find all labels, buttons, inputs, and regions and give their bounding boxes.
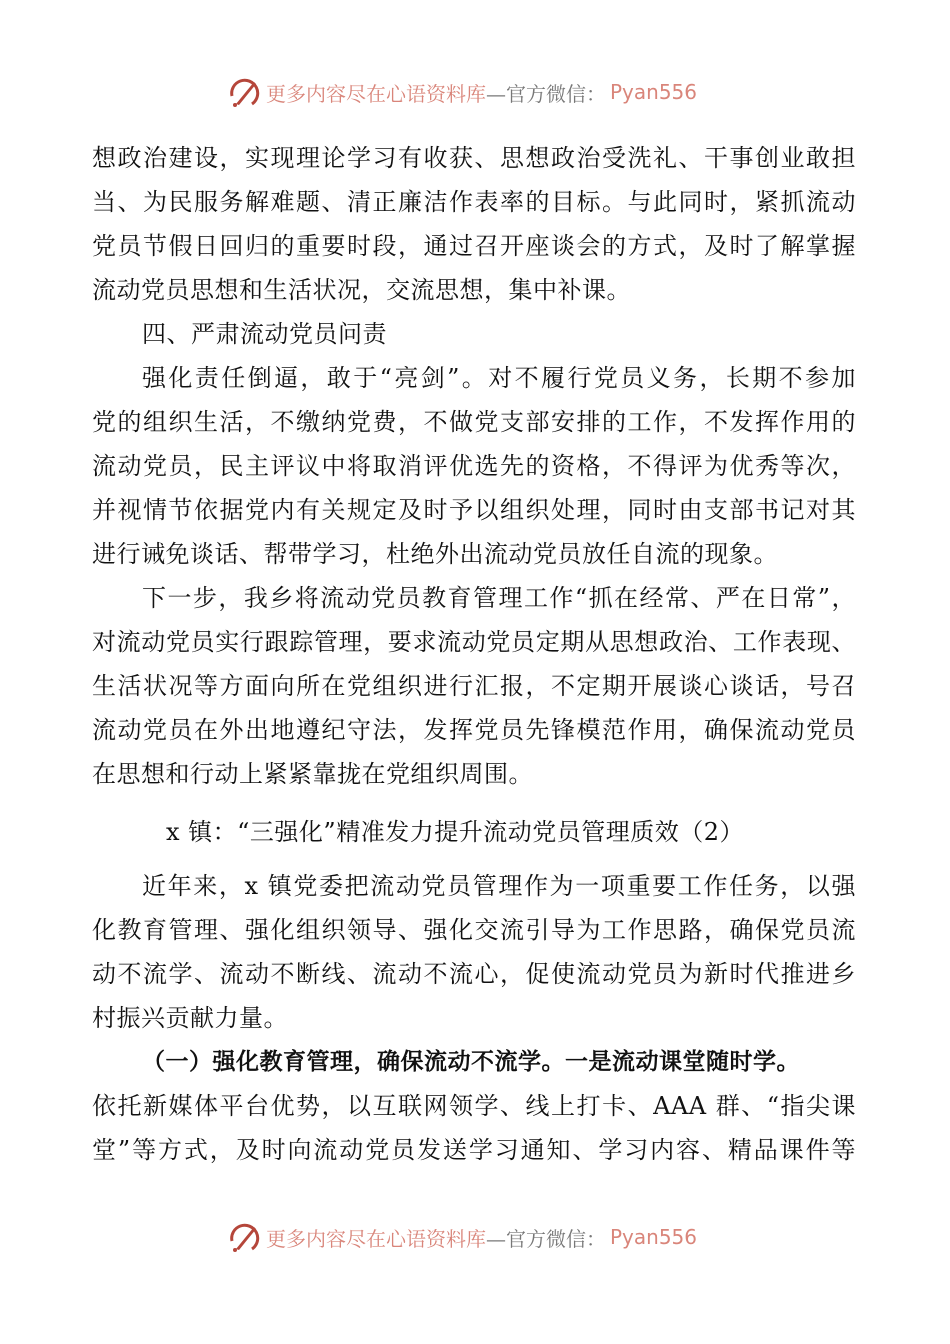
banner-red-text: 更多内容尽在心语资料库 <box>266 81 486 106</box>
section-title: x 镇：“三强化”精准发力提升流动党员管理质效（2） <box>166 818 744 846</box>
quill-logo-icon <box>226 1219 262 1255</box>
text-line: 下一步，我乡将流动党员教育管理工作“抓在经常、严在日常”， <box>142 584 856 612</box>
text-line: 并视情节依据党内有关规定及时予以组织处理，同时由支部书记对其 <box>92 496 856 524</box>
text-line: 进行诫免谈话、帮带学习，杜绝外出流动党员放任自流的现象。 <box>92 540 778 568</box>
text-line: 化教育管理、强化组织领导、强化交流引导为工作思路，确保党员流 <box>92 916 856 944</box>
text-line: 党的组织生活，不缴纳党费，不做党支部安排的工作，不发挥作用的 <box>92 408 856 436</box>
text-line: 对流动党员实行跟踪管理，要求流动党员定期从思想政治、工作表现、 <box>92 628 856 656</box>
banner-red-text: 更多内容尽在心语资料库 <box>266 1226 486 1251</box>
text-line: 生活状况等方面向所在党组织进行汇报，不定期开展谈心谈话，号召 <box>92 672 856 700</box>
paragraph <box>92 312 856 356</box>
text-line: 流动党员思想和生活状况，交流思想，集中补课。 <box>92 276 631 304</box>
banner-wechat-id: Pyan556 <box>610 80 698 104</box>
text-line: 村振兴贡献力量。 <box>92 1004 288 1032</box>
paragraph <box>92 576 856 796</box>
text-line: 党员节假日回归的重要时段，通过召开座谈会的方式，及时了解掌握 <box>92 232 856 260</box>
text-line: 四、严肃流动党员问责 <box>142 320 387 348</box>
paragraph <box>92 356 856 576</box>
document-body <box>92 136 856 1172</box>
text-line: 想政治建设，实现理论学习有收获、思想政治受洗礼、干事创业敢担 <box>92 144 856 172</box>
paragraph <box>92 1040 856 1172</box>
text-line: （一）强化教育管理，确保流动不流学。一是流动课堂随时学。 <box>142 1049 800 1075</box>
banner-wechat-id: Pyan556 <box>610 1225 698 1249</box>
banner-gray-text: —官方微信： <box>486 81 606 106</box>
text-line: 强化责任倒逼，敢于“亮剑”。对不履行党员义务，长期不参加 <box>142 364 856 392</box>
paragraph <box>92 864 856 1040</box>
text-line: 堂”等方式，及时向流动党员发送学习通知、学习内容、精品课件等 <box>92 1136 856 1164</box>
text-line: 动不流学、流动不断线、流动不流心，促使流动党员为新时代推进乡 <box>92 960 856 988</box>
text-line: 近年来，x 镇党委把流动党员管理作为一项重要工作任务，以强 <box>142 872 856 900</box>
text-line: 流动党员，民主评议中将取消评优选先的资格，不得评为优秀等次， <box>92 452 856 480</box>
paragraph <box>92 136 856 312</box>
text-line: 在思想和行动上紧紧靠拢在党组织周围。 <box>92 760 533 788</box>
text-line: 当、为民服务解难题、清正廉洁作表率的目标。与此同时，紧抓流动 <box>92 188 856 216</box>
banner-gray-text: —官方微信： <box>486 1226 606 1251</box>
text-line: 流动党员在外出地遵纪守法，发挥党员先锋模范作用，确保流动党员 <box>92 716 856 744</box>
footer-watermark-banner <box>226 1217 726 1257</box>
quill-logo-icon <box>226 74 262 110</box>
header-watermark-banner <box>226 72 726 112</box>
text-line: 依托新媒体平台优势，以互联网领学、线上打卡、AAA 群、“指尖课 <box>92 1092 856 1120</box>
